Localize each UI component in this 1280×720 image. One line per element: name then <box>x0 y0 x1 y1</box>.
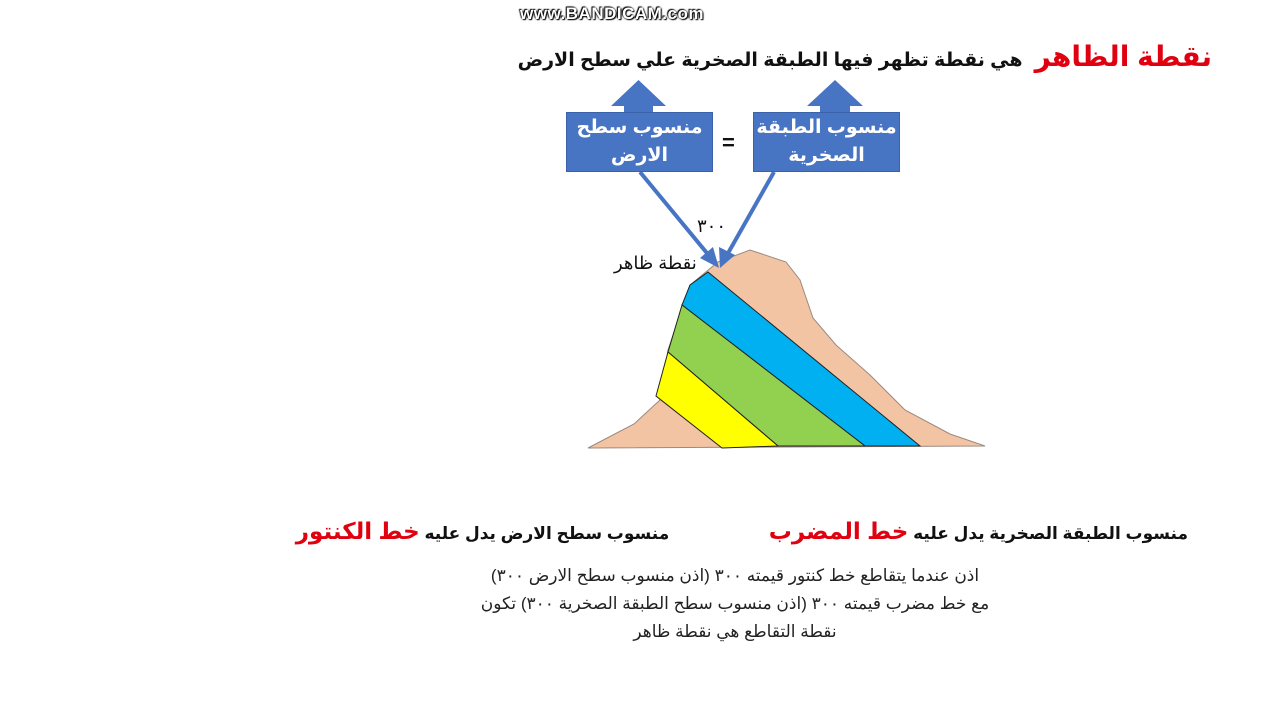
explanation-line-2: مع خط مضرب قيمته ٣٠٠ (اذن منسوب سطح الطبقة الصخرية ٣٠٠) تكون <box>480 594 990 613</box>
arrow-shaft-left <box>640 172 711 258</box>
title-definition: هي نقطة تظهر فيها الطبقة الصخرية علي سطح الارض <box>517 50 1023 71</box>
explanation-line-3: نقطة التقاطع هي نقطة ظاهر <box>633 622 837 641</box>
contour-definition-text: منسوب سطح الارض يدل عليه <box>424 524 670 543</box>
ground-level-line2: الارض <box>610 145 669 166</box>
strike-line-term: خط المضرب <box>768 518 909 544</box>
ground-level-line1: منسوب سطح <box>576 117 703 139</box>
contour-line-term: خط الكنتور <box>295 518 420 544</box>
definitions-line <box>296 518 1188 545</box>
up-arrow-left <box>611 80 666 112</box>
recorder-watermark: www.BANDICAM.com <box>520 4 704 23</box>
equals-sign: = <box>722 130 735 155</box>
layer-level-line1: منسوب الطبقة <box>756 117 897 139</box>
explanation-line-1: اذن عندما يتقاطع خط كنتور قيمته ٣٠٠ (اذن منسوب سطح الارض ٣٠٠) <box>490 566 980 585</box>
title-term: نقطة الظاهر <box>1034 41 1212 72</box>
arrow-shaft-right <box>727 172 774 255</box>
layer-level-box <box>753 112 900 172</box>
up-arrow-right <box>807 80 863 112</box>
strike-definition-text: منسوب الطبقة الصخرية يدل عليه <box>913 524 1188 543</box>
layer-level-line2: الصخرية <box>788 145 865 166</box>
elevation-value-label: ٣٠٠ <box>697 216 727 236</box>
ground-level-box <box>566 112 713 172</box>
explanation-block <box>420 562 1050 646</box>
outcrop-point-label: نقطة ظاهر <box>614 253 697 273</box>
